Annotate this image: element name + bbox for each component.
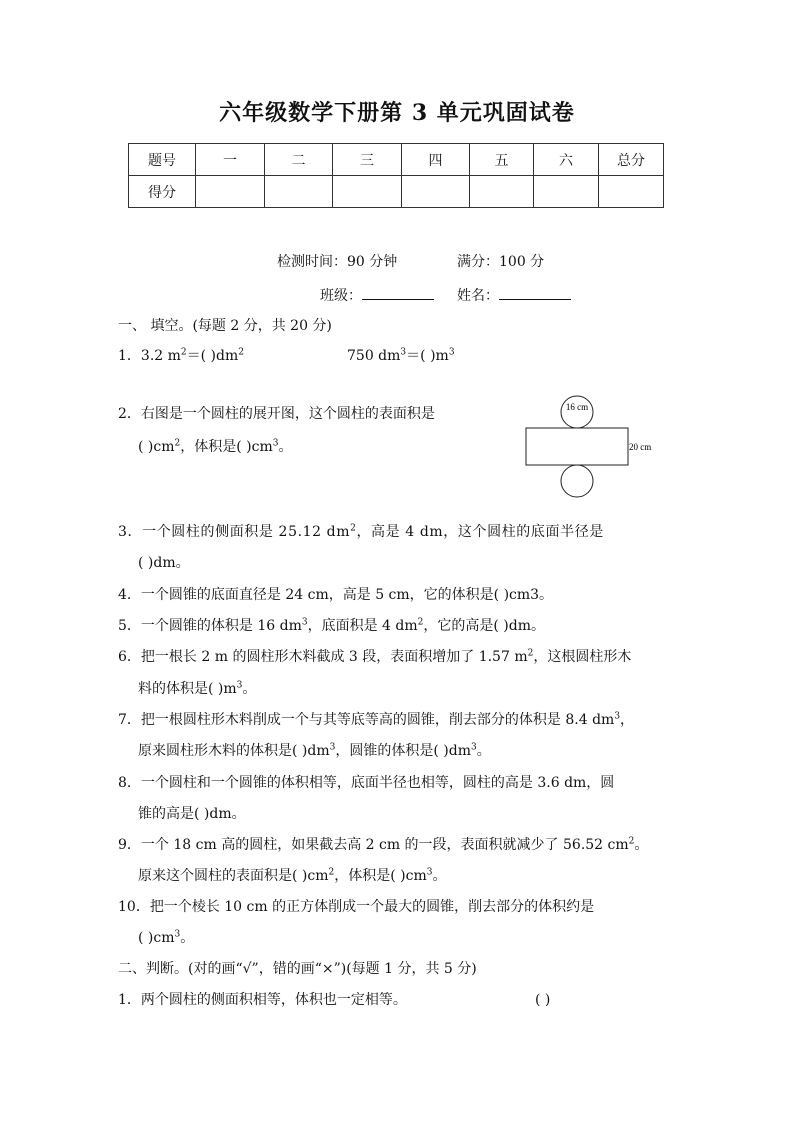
sup: 2 bbox=[417, 617, 424, 628]
name-field bbox=[457, 285, 571, 305]
q5-text-a: 5．一个圆锥的体积是 16 dm bbox=[118, 618, 302, 634]
question-10-line2 bbox=[138, 929, 194, 947]
name-label: 姓名： bbox=[457, 288, 499, 304]
q9-blank-a: 原来这个圆柱的表面积是( )cm bbox=[138, 868, 329, 884]
q9-text-b: 。 bbox=[634, 837, 649, 853]
score-input-cell bbox=[333, 176, 402, 208]
sup: 2 bbox=[174, 438, 181, 449]
q3-text: 3．一个圆柱的侧面积是 25.12 dm bbox=[118, 524, 351, 540]
q7-end: 。 bbox=[476, 743, 491, 759]
question-6-line1 bbox=[118, 648, 631, 666]
score-input-cell bbox=[402, 176, 470, 208]
sup: 3 bbox=[301, 617, 308, 628]
q6-end: 。 bbox=[242, 681, 257, 697]
sup: 2 bbox=[350, 523, 357, 534]
judge-question-1: 1．两个圆柱的侧面积相等，体积也一定相等。 bbox=[118, 992, 407, 1008]
question-3-line2: ( )dm。 bbox=[138, 555, 190, 571]
q10-blank: ( )cm bbox=[138, 930, 175, 946]
q1a-blank: ＝( )dm bbox=[186, 348, 239, 364]
question-8-line1: 8．一个圆柱和一个圆锥的体积相等，底面半径也相等，圆柱的高是 3.6 dm，圆 bbox=[118, 775, 615, 791]
top-circle bbox=[561, 396, 593, 428]
sup: 3 bbox=[236, 680, 243, 691]
score-cell: 题号 bbox=[129, 144, 196, 176]
q2-end: 。 bbox=[278, 439, 293, 455]
score-cell: 四 bbox=[402, 144, 470, 176]
sup: 2 bbox=[527, 648, 534, 659]
sup: 2 bbox=[628, 836, 635, 847]
q9-end: 。 bbox=[432, 868, 447, 884]
cylinder-net-diagram bbox=[520, 395, 660, 500]
q1b-blank: ＝( )m bbox=[406, 348, 449, 364]
q7-blank-a: 原来圆柱形木料的体积是( )dm bbox=[138, 743, 330, 759]
section2-heading: 二、判断。(对的画“√”，错的画“×”)(每题 1 分，共 5 分) bbox=[118, 961, 477, 977]
name-blank bbox=[499, 285, 571, 300]
score-cell: 三 bbox=[333, 144, 402, 176]
score-cell: 总分 bbox=[599, 144, 664, 176]
question-2-line2 bbox=[138, 438, 292, 456]
score-table-header-row bbox=[129, 144, 664, 176]
sup: 3 bbox=[448, 347, 455, 358]
score-cell: 六 bbox=[534, 144, 599, 176]
q7-text-b: ， bbox=[620, 712, 635, 728]
class-field bbox=[320, 285, 434, 305]
score-table bbox=[128, 143, 664, 208]
q6-blank: 料的体积是( )m bbox=[138, 681, 237, 697]
rect-label: 20 cm bbox=[629, 442, 652, 452]
q9-blank-b: ，体积是( )cm bbox=[334, 868, 427, 884]
question-7-line2 bbox=[138, 742, 491, 760]
side-rectangle bbox=[526, 428, 628, 465]
q6-text-b: ，这根圆柱形木 bbox=[533, 649, 632, 665]
page-title: 六年级数学下册第 3 单元巩固试卷 bbox=[219, 100, 575, 126]
score-cell: 二 bbox=[265, 144, 333, 176]
q1a-text: 1．3.2 m bbox=[118, 348, 181, 364]
question-9-line1 bbox=[118, 836, 648, 854]
question-1b bbox=[347, 347, 455, 365]
question-3-line1 bbox=[118, 523, 604, 541]
circle-label: 16 cm bbox=[565, 402, 589, 412]
question-9-line2 bbox=[138, 867, 446, 885]
bottom-circle bbox=[561, 465, 593, 497]
q10-end: 。 bbox=[180, 930, 195, 946]
q7-text-a: 7．把一根圆柱形木料削成一个与其等底等高的圆锥，削去部分的体积是 8.4 dm bbox=[118, 712, 615, 728]
sup: 3 bbox=[614, 711, 621, 722]
q2-blank-area: ( )cm bbox=[138, 439, 175, 455]
sup: 3 bbox=[329, 742, 336, 753]
sup: 2 bbox=[238, 347, 244, 358]
q1b-text: 750 dm bbox=[347, 348, 401, 364]
score-input-cell bbox=[196, 176, 265, 208]
sup: 2 bbox=[328, 867, 335, 878]
section1-heading: 一、 填空。(每题 2 分，共 20 分) bbox=[118, 318, 332, 334]
score-table-score-row bbox=[129, 176, 664, 208]
q3-text-b: ，高是 4 dm，这个圆柱的底面半径是 bbox=[356, 524, 604, 540]
class-label: 班级： bbox=[320, 288, 362, 304]
class-blank bbox=[362, 285, 434, 300]
sup: 2 bbox=[180, 347, 187, 358]
score-input-cell bbox=[265, 176, 333, 208]
question-8-line2: 锥的高是( )dm。 bbox=[138, 806, 246, 822]
question-2-line1: 2．右图是一个圆柱的展开图，这个圆柱的表面积是 bbox=[118, 406, 435, 422]
sup: 3 bbox=[174, 929, 181, 940]
question-10-line1: 10．把一个棱长 10 cm 的正方体削成一个最大的圆锥，削去部分的体积约是 bbox=[118, 899, 595, 915]
score-cell: 五 bbox=[470, 144, 534, 176]
full-score: 满分：100 分 bbox=[457, 254, 545, 270]
question-1a bbox=[118, 347, 244, 365]
q6-text-a: 6．把一根长 2 m 的圆柱形木料截成 3 段，表面积增加了 1.57 m bbox=[118, 649, 528, 665]
exam-time: 检测时间：90 分钟 bbox=[277, 254, 398, 270]
q2-blank-volume: ，体积是( )cm bbox=[180, 439, 273, 455]
q9-text-a: 9．一个 18 cm 高的圆柱，如果截去高 2 cm 的一段，表面积就减少了 56.52 cm bbox=[118, 837, 629, 853]
question-5 bbox=[118, 617, 545, 635]
sup: 3 bbox=[272, 438, 279, 449]
q7-blank-b: ，圆锥的体积是( )dm bbox=[335, 743, 471, 759]
score-input-cell bbox=[599, 176, 664, 208]
question-6-line2 bbox=[138, 680, 256, 698]
score-input-cell bbox=[470, 176, 534, 208]
score-cell: 得分 bbox=[129, 176, 196, 208]
score-cell: 一 bbox=[196, 144, 265, 176]
sup: 3 bbox=[470, 742, 477, 753]
sup: 3 bbox=[400, 347, 407, 358]
q5-text-c: ，它的高是( )dm。 bbox=[423, 618, 545, 634]
score-input-cell bbox=[534, 176, 599, 208]
q5-text-b: ，底面积是 4 dm bbox=[307, 618, 418, 634]
sup: 3 bbox=[426, 867, 433, 878]
question-4: 4．一个圆锥的底面直径是 24 cm，高是 5 cm，它的体积是( )cm3。 bbox=[118, 587, 554, 603]
question-7-line1 bbox=[118, 711, 634, 729]
judge-answer-paren: ( ) bbox=[535, 992, 551, 1008]
